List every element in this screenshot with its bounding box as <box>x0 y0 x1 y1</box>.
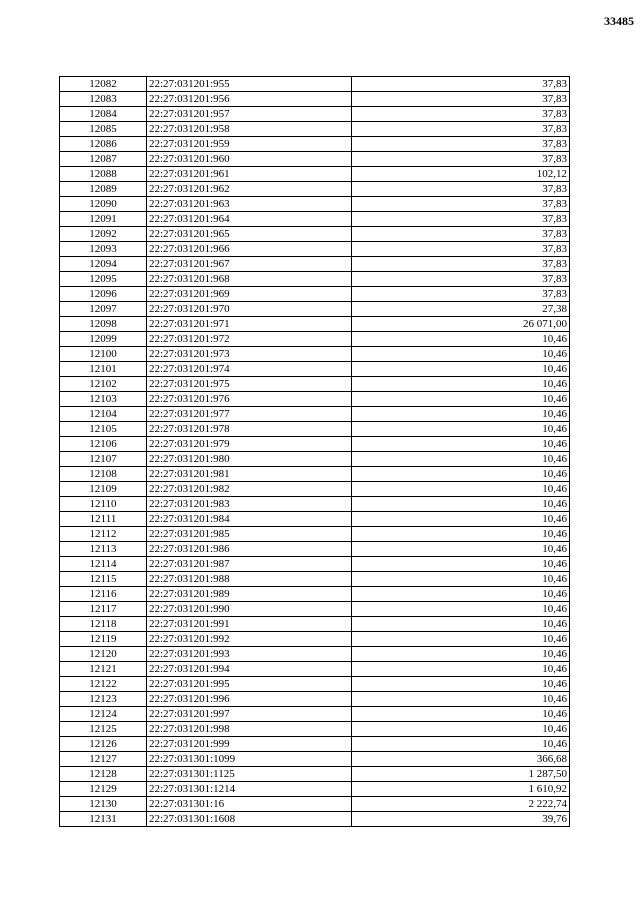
table-row <box>60 167 570 182</box>
table-row <box>60 272 570 287</box>
cadastral-number-cell: 22:27:031301:16 <box>147 797 352 812</box>
table-row <box>60 407 570 422</box>
row-number-cell: 12104 <box>60 407 147 422</box>
page-number: 33485 <box>604 14 634 28</box>
table-row <box>60 467 570 482</box>
cadastral-number-cell: 22:27:031201:993 <box>147 647 352 662</box>
row-number-cell: 12114 <box>60 557 147 572</box>
area-value-cell: 10,46 <box>352 347 570 362</box>
area-value-cell: 1 287,50 <box>352 767 570 782</box>
table-row <box>60 557 570 572</box>
cadastral-number-cell: 22:27:031201:971 <box>147 317 352 332</box>
area-value-cell: 10,46 <box>352 452 570 467</box>
row-number-cell: 12119 <box>60 632 147 647</box>
area-value-cell: 39,76 <box>352 812 570 827</box>
area-value-cell: 10,46 <box>352 647 570 662</box>
table-row <box>60 512 570 527</box>
cadastral-number-cell: 22:27:031201:957 <box>147 107 352 122</box>
area-value-cell: 10,46 <box>352 482 570 497</box>
area-value-cell: 10,46 <box>352 677 570 692</box>
table-row <box>60 287 570 302</box>
row-number-cell: 12120 <box>60 647 147 662</box>
cadastral-number-cell: 22:27:031301:1214 <box>147 782 352 797</box>
table-row <box>60 497 570 512</box>
row-number-cell: 12090 <box>60 197 147 212</box>
cadastral-number-cell: 22:27:031201:974 <box>147 362 352 377</box>
cadastral-number-cell: 22:27:031201:965 <box>147 227 352 242</box>
row-number-cell: 12108 <box>60 467 147 482</box>
area-value-cell: 10,46 <box>352 512 570 527</box>
cadastral-number-cell: 22:27:031201:979 <box>147 437 352 452</box>
area-value-cell: 37,83 <box>352 92 570 107</box>
table-row <box>60 692 570 707</box>
row-number-cell: 12101 <box>60 362 147 377</box>
area-value-cell: 10,46 <box>352 497 570 512</box>
cadastral-number-cell: 22:27:031201:987 <box>147 557 352 572</box>
area-value-cell: 37,83 <box>352 257 570 272</box>
table-row <box>60 587 570 602</box>
row-number-cell: 12129 <box>60 782 147 797</box>
cadastral-number-cell: 22:27:031201:997 <box>147 707 352 722</box>
cadastral-number-cell: 22:27:031201:968 <box>147 272 352 287</box>
cadastral-number-cell: 22:27:031201:984 <box>147 512 352 527</box>
table-row <box>60 392 570 407</box>
row-number-cell: 12093 <box>60 242 147 257</box>
row-number-cell: 12100 <box>60 347 147 362</box>
cadastral-number-cell: 22:27:031201:959 <box>147 137 352 152</box>
area-value-cell: 366,68 <box>352 752 570 767</box>
cadastral-number-cell: 22:27:031201:995 <box>147 677 352 692</box>
cadastral-number-cell: 22:27:031201:985 <box>147 527 352 542</box>
cadastral-number-cell: 22:27:031201:988 <box>147 572 352 587</box>
table-row <box>60 647 570 662</box>
area-value-cell: 10,46 <box>352 737 570 752</box>
cadastral-number-cell: 22:27:031201:986 <box>147 542 352 557</box>
area-value-cell: 10,46 <box>352 422 570 437</box>
row-number-cell: 12127 <box>60 752 147 767</box>
cadastral-number-cell: 22:27:031201:960 <box>147 152 352 167</box>
table-row <box>60 137 570 152</box>
row-number-cell: 12130 <box>60 797 147 812</box>
area-value-cell: 1 610,92 <box>352 782 570 797</box>
row-number-cell: 12107 <box>60 452 147 467</box>
table-row <box>60 347 570 362</box>
area-value-cell: 10,46 <box>352 407 570 422</box>
table-row <box>60 707 570 722</box>
cadastral-number-cell: 22:27:031201:991 <box>147 617 352 632</box>
cadastral-number-cell: 22:27:031201:977 <box>147 407 352 422</box>
row-number-cell: 12106 <box>60 437 147 452</box>
cadastral-number-cell: 22:27:031201:970 <box>147 302 352 317</box>
area-value-cell: 10,46 <box>352 377 570 392</box>
area-value-cell: 37,83 <box>352 212 570 227</box>
area-value-cell: 10,46 <box>352 572 570 587</box>
cadastral-number-cell: 22:27:031201:964 <box>147 212 352 227</box>
cadastral-number-cell: 22:27:031201:976 <box>147 392 352 407</box>
table-row <box>60 332 570 347</box>
cadastral-number-cell: 22:27:031201:981 <box>147 467 352 482</box>
area-value-cell: 37,83 <box>352 122 570 137</box>
cadastral-number-cell: 22:27:031301:1099 <box>147 752 352 767</box>
cadastral-number-cell: 22:27:031201:956 <box>147 92 352 107</box>
table-row <box>60 257 570 272</box>
table-row <box>60 212 570 227</box>
row-number-cell: 12086 <box>60 137 147 152</box>
table-row <box>60 362 570 377</box>
table-row <box>60 677 570 692</box>
cadastral-number-cell: 22:27:031201:998 <box>147 722 352 737</box>
row-number-cell: 12095 <box>60 272 147 287</box>
row-number-cell: 12096 <box>60 287 147 302</box>
area-value-cell: 37,83 <box>352 242 570 257</box>
row-number-cell: 12112 <box>60 527 147 542</box>
area-value-cell: 10,46 <box>352 332 570 347</box>
row-number-cell: 12123 <box>60 692 147 707</box>
row-number-cell: 12115 <box>60 572 147 587</box>
table-row <box>60 572 570 587</box>
area-value-cell: 10,46 <box>352 437 570 452</box>
cadastral-number-cell: 22:27:031201:989 <box>147 587 352 602</box>
cadastral-number-cell: 22:27:031201:975 <box>147 377 352 392</box>
cadastral-number-cell: 22:27:031301:1125 <box>147 767 352 782</box>
area-value-cell: 10,46 <box>352 527 570 542</box>
area-value-cell: 26 071,00 <box>352 317 570 332</box>
table-row <box>60 632 570 647</box>
row-number-cell: 12116 <box>60 587 147 602</box>
area-value-cell: 2 222,74 <box>352 797 570 812</box>
row-number-cell: 12121 <box>60 662 147 677</box>
row-number-cell: 12088 <box>60 167 147 182</box>
cadastral-number-cell: 22:27:031201:973 <box>147 347 352 362</box>
cadastral-number-cell: 22:27:031301:1608 <box>147 812 352 827</box>
table-row <box>60 317 570 332</box>
table-row <box>60 197 570 212</box>
row-number-cell: 12128 <box>60 767 147 782</box>
row-number-cell: 12082 <box>60 77 147 92</box>
table-row <box>60 422 570 437</box>
cadastral-number-cell: 22:27:031201:961 <box>147 167 352 182</box>
area-value-cell: 37,83 <box>352 137 570 152</box>
row-number-cell: 12110 <box>60 497 147 512</box>
area-value-cell: 10,46 <box>352 692 570 707</box>
cadastral-number-cell: 22:27:031201:992 <box>147 632 352 647</box>
row-number-cell: 12089 <box>60 182 147 197</box>
table-row <box>60 107 570 122</box>
table-row <box>60 77 570 92</box>
area-value-cell: 10,46 <box>352 722 570 737</box>
table-row <box>60 92 570 107</box>
table-row <box>60 152 570 167</box>
area-value-cell: 37,83 <box>352 152 570 167</box>
area-value-cell: 10,46 <box>352 392 570 407</box>
table-row <box>60 782 570 797</box>
area-value-cell: 37,83 <box>352 272 570 287</box>
area-value-cell: 10,46 <box>352 662 570 677</box>
cadastral-number-cell: 22:27:031201:999 <box>147 737 352 752</box>
cadastral-number-cell: 22:27:031201:967 <box>147 257 352 272</box>
table-row <box>60 302 570 317</box>
table-row <box>60 767 570 782</box>
cadastral-number-cell: 22:27:031201:983 <box>147 497 352 512</box>
table-body <box>60 77 570 827</box>
row-number-cell: 12094 <box>60 257 147 272</box>
area-value-cell: 10,46 <box>352 362 570 377</box>
table-row <box>60 482 570 497</box>
area-value-cell: 10,46 <box>352 632 570 647</box>
cadastral-number-cell: 22:27:031201:996 <box>147 692 352 707</box>
row-number-cell: 12083 <box>60 92 147 107</box>
cadastral-number-cell: 22:27:031201:969 <box>147 287 352 302</box>
area-value-cell: 10,46 <box>352 602 570 617</box>
cadastral-number-cell: 22:27:031201:980 <box>147 452 352 467</box>
table-row <box>60 527 570 542</box>
row-number-cell: 12113 <box>60 542 147 557</box>
cadastral-number-cell: 22:27:031201:966 <box>147 242 352 257</box>
area-value-cell: 37,83 <box>352 107 570 122</box>
area-value-cell: 10,46 <box>352 617 570 632</box>
row-number-cell: 12102 <box>60 377 147 392</box>
row-number-cell: 12118 <box>60 617 147 632</box>
table-row <box>60 722 570 737</box>
cadastral-number-cell: 22:27:031201:982 <box>147 482 352 497</box>
cadastral-number-cell: 22:27:031201:958 <box>147 122 352 137</box>
row-number-cell: 12124 <box>60 707 147 722</box>
area-value-cell: 10,46 <box>352 557 570 572</box>
table-row <box>60 227 570 242</box>
area-value-cell: 10,46 <box>352 467 570 482</box>
table-row <box>60 542 570 557</box>
row-number-cell: 12084 <box>60 107 147 122</box>
cadastral-number-cell: 22:27:031201:962 <box>147 182 352 197</box>
row-number-cell: 12126 <box>60 737 147 752</box>
area-value-cell: 37,83 <box>352 197 570 212</box>
cadastral-number-cell: 22:27:031201:963 <box>147 197 352 212</box>
table-row <box>60 182 570 197</box>
row-number-cell: 12085 <box>60 122 147 137</box>
cadastral-number-cell: 22:27:031201:955 <box>147 77 352 92</box>
row-number-cell: 12131 <box>60 812 147 827</box>
table-row <box>60 602 570 617</box>
row-number-cell: 12103 <box>60 392 147 407</box>
table-row <box>60 452 570 467</box>
area-value-cell: 37,83 <box>352 227 570 242</box>
table-row <box>60 377 570 392</box>
table-row <box>60 437 570 452</box>
table-row <box>60 662 570 677</box>
row-number-cell: 12099 <box>60 332 147 347</box>
row-number-cell: 12092 <box>60 227 147 242</box>
area-value-cell: 27,38 <box>352 302 570 317</box>
row-number-cell: 12091 <box>60 212 147 227</box>
area-value-cell: 37,83 <box>352 182 570 197</box>
row-number-cell: 12105 <box>60 422 147 437</box>
table-row <box>60 122 570 137</box>
row-number-cell: 12097 <box>60 302 147 317</box>
row-number-cell: 12109 <box>60 482 147 497</box>
row-number-cell: 12125 <box>60 722 147 737</box>
row-number-cell: 12098 <box>60 317 147 332</box>
cadastral-number-cell: 22:27:031201:994 <box>147 662 352 677</box>
cadastral-table <box>59 76 570 827</box>
area-value-cell: 37,83 <box>352 287 570 302</box>
table-row <box>60 617 570 632</box>
row-number-cell: 12117 <box>60 602 147 617</box>
table-row <box>60 812 570 827</box>
cadastral-number-cell: 22:27:031201:990 <box>147 602 352 617</box>
row-number-cell: 12087 <box>60 152 147 167</box>
area-value-cell: 10,46 <box>352 707 570 722</box>
row-number-cell: 12122 <box>60 677 147 692</box>
table-row <box>60 752 570 767</box>
area-value-cell: 102,12 <box>352 167 570 182</box>
area-value-cell: 10,46 <box>352 587 570 602</box>
area-value-cell: 37,83 <box>352 77 570 92</box>
table-row <box>60 737 570 752</box>
cadastral-number-cell: 22:27:031201:978 <box>147 422 352 437</box>
table-row <box>60 242 570 257</box>
table-row <box>60 797 570 812</box>
cadastral-number-cell: 22:27:031201:972 <box>147 332 352 347</box>
area-value-cell: 10,46 <box>352 542 570 557</box>
row-number-cell: 12111 <box>60 512 147 527</box>
